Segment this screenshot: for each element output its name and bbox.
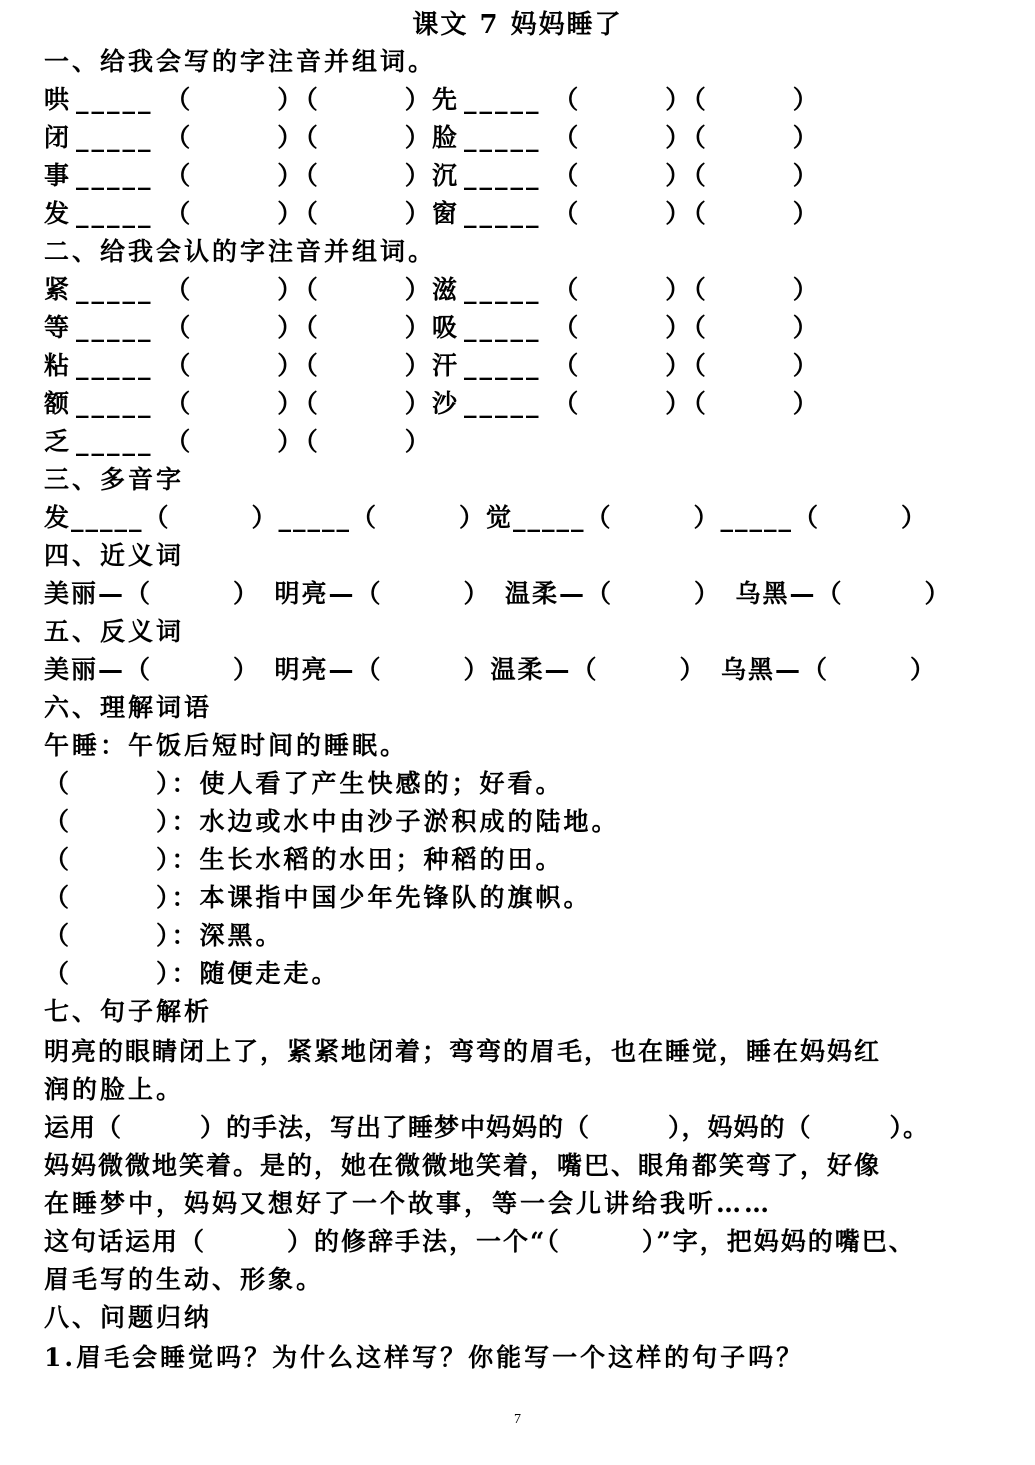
write-blanks: _____ （ ）（ ） [76,161,433,190]
write-row-3 [44,158,994,194]
meaning-item: （ ）：生长水稻的水田；种稻的田。 [44,845,564,874]
read-blanks: _____ （ ）（ ） [76,275,433,304]
read-blanks: _____ （ ）（ ） [76,313,433,342]
write-blanks: _____ （ ）（ ） [464,123,821,152]
meaning-item: （ ）：使人看了产生快感的；好看。 [44,769,564,798]
sentence-paragraph-2: 妈妈微微地笑着。是的，她在微微地笑着，嘴巴、眼角都笑弯了，好像 [44,1151,882,1180]
meaning-item: （ ）：本课指中国少年先锋队的旗帜。 [44,883,592,912]
section-heading-3: 三、多音字 [44,465,185,494]
page-number: 7 [514,1412,521,1427]
read-row-2 [44,310,994,346]
write-blanks: _____ （ ）（ ） [464,85,821,114]
read-char: 汗 [432,351,461,380]
section-heading-5: 五、反义词 [44,617,185,646]
sentence-question-1: 运用（ ）的手法，写出了睡梦中妈妈的（ ），妈妈的（ ）。 [44,1113,930,1142]
read-row-3 [44,348,994,384]
read-char: 乏 [44,427,73,456]
write-row-2 [44,120,994,156]
read-char: 粘 [44,351,73,380]
write-blanks: _____ （ ）（ ） [464,161,821,190]
read-char: 紧 [44,275,73,304]
read-blanks: _____ （ ）（ ） [76,427,433,456]
write-char: 沉 [432,161,461,190]
page-title: 课文 7 妈妈睡了 [412,10,623,40]
read-char: 额 [44,389,73,418]
read-blanks: _____ （ ）（ ） [464,351,821,380]
sentence-paragraph-1-cont: 润的脸上。 [44,1075,185,1104]
write-blanks: _____ （ ）（ ） [76,85,433,114]
write-blanks: _____ （ ）（ ） [76,123,433,152]
read-char: 吸 [432,313,461,342]
antonym-line: 美丽—（ ） 明亮—（ ）温柔—（ ） 乌黑—（ ） [44,655,938,684]
section-heading-2: 二、给我会认的字注音并组词。 [44,237,437,266]
section-heading-4: 四、近义词 [44,541,185,570]
read-blanks: _____ （ ）（ ） [464,389,821,418]
meaning-item: （ ）：随便走走。 [44,959,340,988]
question-1: 1.眉毛会睡觉吗？为什么这样写？你能写一个这样的句子吗？ [44,1343,805,1372]
write-char: 先 [432,85,461,114]
write-char: 发 [44,199,73,228]
write-row-1 [44,82,994,118]
polyphone-line: 发_____（ ）_____（ ）觉_____（ ）_____（ ） [44,503,929,532]
read-blanks: _____ （ ）（ ） [76,389,433,418]
read-row-1 [44,272,994,308]
write-blanks: _____ （ ）（ ） [76,199,433,228]
sentence-paragraph-1: 明亮的眼睛闭上了，紧紧地闭着；弯弯的眉毛，也在睡觉，睡在妈妈红 [44,1037,882,1066]
read-blanks: _____ （ ）（ ） [464,313,821,342]
synonym-line: 美丽—（ ） 明亮—（ ） 温柔—（ ） 乌黑—（ ） [44,579,952,608]
sentence-question-2: 这句话运用（ ）的修辞手法，一个“（ ）”字，把妈妈的嘴巴、 [44,1227,916,1256]
read-char: 滋 [432,275,461,304]
sentence-question-2-cont: 眉毛写的生动、形象。 [44,1265,325,1294]
sentence-paragraph-2-cont: 在睡梦中，妈妈又想好了一个故事，等一会儿讲给我听…… [44,1189,773,1218]
read-char: 等 [44,313,73,342]
write-blanks: _____ （ ）（ ） [464,199,821,228]
read-char: 沙 [432,389,461,418]
meaning-item: （ ）：深黑。 [44,921,284,950]
write-char: 哄 [44,85,73,114]
read-blanks: _____ （ ）（ ） [464,275,821,304]
write-row-4 [44,196,994,232]
read-blanks: _____ （ ）（ ） [76,351,433,380]
read-row-4 [44,386,994,422]
write-char: 脸 [432,123,461,152]
write-char: 窗 [432,199,461,228]
section-heading-7: 七、句子解析 [44,997,213,1026]
meaning-item: （ ）：水边或水中由沙子淤积成的陆地。 [44,807,620,836]
section-heading-6: 六、理解词语 [44,693,213,722]
section-heading-1: 一、给我会写的字注音并组词。 [44,47,437,76]
read-row-5 [44,424,994,460]
write-char: 事 [44,161,73,190]
write-char: 闭 [44,123,73,152]
section-heading-8: 八、问题归纳 [44,1303,213,1332]
meaning-example: 午睡：午饭后短时间的睡眠。 [44,731,409,760]
